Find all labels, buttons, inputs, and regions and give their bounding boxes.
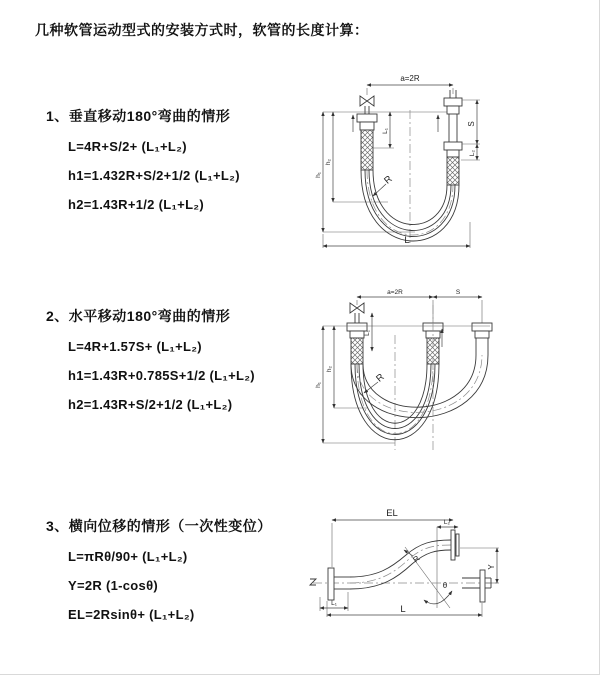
diagram-vertical-180-bend xyxy=(310,70,595,260)
section-3-heading: 3、横向位移的情形（一次性变位） xyxy=(46,518,272,534)
left-pipe-flange xyxy=(357,114,377,130)
dim-label-l1: L₁ xyxy=(364,330,371,336)
dim-label-l2: L₂ xyxy=(443,519,451,526)
dim-label-l1: L₁ xyxy=(382,128,389,134)
dimension-s xyxy=(462,100,480,144)
axis-break-mark xyxy=(310,579,316,585)
dimension-l xyxy=(327,601,482,617)
formula-length: L=4R+S/2+ (L₁+L₂) xyxy=(68,139,187,154)
right-pipe-tube xyxy=(476,338,488,355)
lower-right-flange-pipe xyxy=(462,570,491,602)
dim-label-h1: h₁ xyxy=(315,382,322,388)
page-title: 几种软管运动型式的安装方式时，软管的长度计算： xyxy=(35,22,369,38)
hose-u-bend-position2 xyxy=(351,355,488,418)
dim-label-a2r: a=2R xyxy=(387,289,403,296)
section-1-formulas xyxy=(46,132,240,219)
dim-label-h2: h₂ xyxy=(325,158,332,166)
dimension-a2r xyxy=(357,289,433,297)
dim-label-r: R xyxy=(374,371,387,385)
radius-leader xyxy=(404,550,422,564)
formula-h1: h1=1.432R+S/2+1/2 (L₁+L₂) xyxy=(68,168,240,183)
formula-h1: h1=1.43R+0.785S+1/2 (L₁+L₂) xyxy=(68,368,255,383)
formula-h2: h2=1.43R+1/2 (L₁+L₂) xyxy=(68,197,205,212)
dimension-l xyxy=(323,222,470,248)
dim-label-a2r: a=2R xyxy=(400,74,420,83)
valve-icon xyxy=(360,96,374,114)
section-vertical-movement xyxy=(46,106,240,219)
formula-length: L=πRθ/90+ (L₁+L₂) xyxy=(68,549,188,564)
dim-label-r: R xyxy=(411,553,422,565)
dim-label-h1: h₁ xyxy=(315,172,322,178)
section-3-formulas xyxy=(46,542,272,629)
dim-label-y: Y xyxy=(487,564,496,570)
dimension-l1 xyxy=(364,313,372,351)
section-2-formulas xyxy=(46,332,255,419)
formula-y: Y=2R (1-cosθ) xyxy=(68,578,159,593)
dim-label-s: S xyxy=(455,289,461,296)
braided-hose-left xyxy=(351,338,363,364)
formula-length: L=4R+1.57S+ (L₁+L₂) xyxy=(68,339,202,354)
right-pipe-flanges xyxy=(444,90,462,157)
hose-s-curve xyxy=(350,540,451,589)
section-1-heading: 1、垂直移动180°弯曲的情形 xyxy=(46,108,231,124)
dim-label-s: S xyxy=(467,121,476,127)
upper-right-flange xyxy=(451,530,459,560)
dimension-l2 xyxy=(461,144,480,160)
dim-label-l1: L₁ xyxy=(331,600,337,607)
dim-label-l2: L₂ xyxy=(469,149,476,157)
dim-label-l: L xyxy=(400,604,406,615)
diagram-lateral-displacement xyxy=(300,505,600,640)
dimension-s xyxy=(433,289,482,297)
left-flange-pipe xyxy=(328,568,350,600)
braided-hose-left xyxy=(361,130,373,170)
dimension-h2 xyxy=(325,112,388,202)
radius-leader xyxy=(373,174,395,196)
dim-label-h2: h₂ xyxy=(326,365,333,373)
dimension-a2r xyxy=(367,74,453,95)
dim-label-l: L xyxy=(404,235,410,246)
dim-label-el: EL xyxy=(386,508,398,519)
dim-label-r: R xyxy=(382,173,395,187)
diagram-horizontal-180-bend xyxy=(310,285,600,460)
braided-hose-right xyxy=(447,157,459,185)
section-horizontal-movement xyxy=(46,306,255,419)
formula-h2: h2=1.43R+S/2+1/2 (L₁+L₂) xyxy=(68,397,233,412)
formula-el: EL=2Rsinθ+ (L₁+L₂) xyxy=(68,607,195,622)
valve-icon xyxy=(350,303,364,323)
dim-label-theta: θ xyxy=(442,581,448,590)
angle-theta xyxy=(424,581,452,604)
section-lateral-displacement xyxy=(46,516,272,629)
dimension-el xyxy=(332,508,453,567)
section-2-heading: 2、水平移动180°弯曲的情形 xyxy=(46,308,231,324)
